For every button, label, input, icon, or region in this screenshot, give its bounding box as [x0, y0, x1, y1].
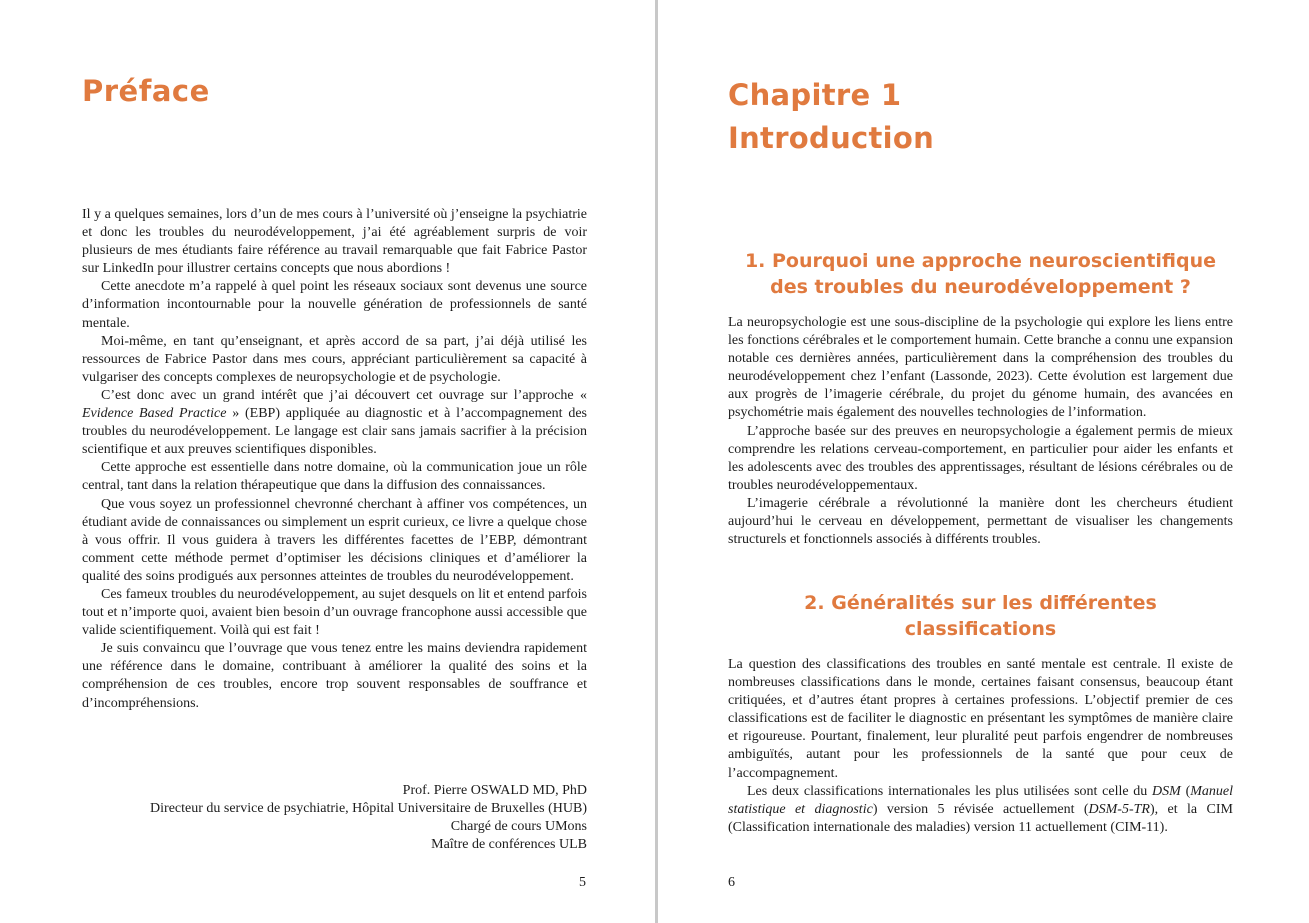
- preface-paragraph: Je suis convaincu que l’ouvrage que vous tenez entre les mains deviendra rapidement une référence dans le domaine, contribuant à améliorer la qualité des soins et la compréhension de ces troubles, encore trop souvent responsables de souffrance et d’incompréhensions.: [82, 641, 587, 711]
- section-italic: DSM: [1152, 783, 1181, 799]
- chapter-name: Introduction: [728, 121, 935, 155]
- preface-paragraph: Cette anecdote m’a rappelé à quel point les réseaux sociaux sont devenus une source d’information incontournable pour la nouvelle génération de professionnels de santé mentale.: [82, 279, 587, 331]
- section-paragraph: L’approche basée sur des preuves en neuropsychologie a également permis de mieux comprendre les relations cerveau-comportement, en particulier pour aider les enfants et les adolescents avec des troubles des apprentissages, résultant de lésions cérébrales ou de troubles neurodéveloppementaux.: [728, 423, 1233, 493]
- section-text: Les deux classifications internationales les plus utilisées sont celle du: [747, 783, 1153, 799]
- page-number: 5: [579, 875, 586, 890]
- signature-line: Maître de conférences ULB: [431, 837, 587, 853]
- section-paragraph: La neuropsychologie est une sous-discipline de la psychologie qui explore les liens entre les fonctions cérébrales et le comportement humain. Cette branche a connu une expansion notable ces dernières années, particulièrement dans la compréhension des troubles du neurodéveloppement chez l’enfant (Lassonde, 2023). Cette évolution est largement due aux progrès de l’imagerie cérébrale, du projet du génome humain, des avancées en psychométrie mais également des nouvelles technologies de l’information.: [728, 315, 1233, 421]
- section-2-heading: [728, 590, 1233, 642]
- preface-signature: [150, 782, 587, 854]
- section-1-body: [728, 314, 1233, 549]
- section-italic: DSM-5-TR: [1088, 801, 1150, 817]
- section-text: (: [1180, 783, 1191, 799]
- preface-paragraph: Cette approche est essentielle dans notre domaine, où la communication joue un rôle central, tant dans la relation thérapeutique que dans la diffusion des connaissances.: [82, 460, 587, 494]
- section-1-heading: [728, 248, 1233, 300]
- preface-paragraph: Ces fameux troubles du neurodéveloppement, au sujet desquels on lit et entend parfois tout et n’importe quoi, avaient bien besoin d’un ouvrage francophone aussi accessible que valide scientifiquement. Voilà qui est fait !: [82, 586, 587, 639]
- section-paragraph: La question des classifications des troubles en santé mentale est centrale. Il existe de nombreuses classifications dans le monde, certaines faisant consensus, beaucoup étant critiquées, et d’autres étant propres à certaines professions. L’objectif premier de ces classifications est de faciliter le diagnostic en présentant les symptômes de manière claire et rigoureuse. Pourtant, finalement, leur pluralité peut parfois engendrer de nombreuses ambiguïtés, autant pour les professionnels de la santé que pour ceux de l’accompagnement.: [728, 657, 1233, 781]
- section-paragraph: L’imagerie cérébrale a révolutionné la manière dont les chercheurs étudient aujourd’hui le cerveau en développement, permettant de visualiser les changements structurels et fonctionnels associés à différents troubles.: [728, 495, 1233, 548]
- preface-italic: Evidence Based Practice: [82, 406, 227, 422]
- section-heading-line: 2. Généralités sur les différentes: [804, 592, 1157, 614]
- chapter-label: Chapitre 1: [728, 78, 902, 112]
- signature-name: Prof. Pierre OSWALD MD, PhD: [402, 783, 587, 798]
- page-number: 6: [728, 875, 735, 890]
- preface-body: [82, 206, 587, 713]
- section-heading-line: 1. Pourquoi une approche neuroscientifique: [744, 250, 1217, 272]
- section-heading-line: des troubles du neurodéveloppement ?: [770, 276, 1191, 298]
- section-text: ) version 5 révisée actuellement (: [872, 801, 1089, 817]
- section-heading-line: classifications: [904, 618, 1057, 640]
- preface-text: » (EBP) appliquée au diagnostic et à l’accompagnement des troubles du neurodéveloppement. Le langage est clair sans jamais sacrifier à la précision scientifique et aux preuves scientifiques disponibles.: [82, 406, 587, 458]
- preface-paragraph: Que vous soyez un professionnel chevronné cherchant à affiner vos compétences, un étudiant avide de connaissances ou simplement un esprit curieux, ce livre a quelque chose à vous offrir. Il vous guidera à travers les différentes facettes de l’EBP, démontrant comment cette méthode permet d’optimiser les décisions cliniques et d’améliorer la qualité des soins prodigués aux personnes atteintes de troubles du neurodéveloppement.: [82, 496, 587, 584]
- signature-line: Directeur du service de psychiatrie, Hôpital Universitaire de Bruxelles (HUB): [150, 801, 587, 817]
- section-italic: Manuel statistique et diagnostic: [728, 783, 1233, 817]
- signature-line: Chargé de cours UMons: [450, 819, 587, 835]
- preface-text: C’est donc avec un grand intérêt que j’ai découvert cet ouvrage sur l’approche «: [101, 387, 587, 403]
- section-text: ), et la CIM (Classification internationale des maladies) version 11 actuellement (CIM-11).: [728, 801, 1233, 835]
- section-paragraph: [728, 783, 1233, 837]
- section-2-body: [728, 656, 1233, 837]
- preface-paragraph: [82, 387, 587, 459]
- preface-paragraph: Moi-même, en tant qu’enseignant, et après accord de sa part, j’ai déjà utilisé les ressources de Fabrice Pastor dans mes cours, appréciant particulièrement sa capacité à vulgariser des concepts complexes de neuropsychologie et de psychologie.: [82, 333, 587, 385]
- preface-title: Préface: [82, 74, 210, 108]
- preface-paragraph: Il y a quelques semaines, lors d’un de mes cours à l’université où j’enseigne la psychiatrie et donc les troubles du neurodéveloppement, j’ai été agréablement surpris de voir plusieurs de mes étudiants faire référence au travail remarquable que fait Fabrice Pastor sur LinkedIn pour illustrer certains concepts que nous abordions !: [82, 207, 587, 277]
- right-page: [658, 0, 1309, 923]
- chapter-title: [728, 74, 934, 160]
